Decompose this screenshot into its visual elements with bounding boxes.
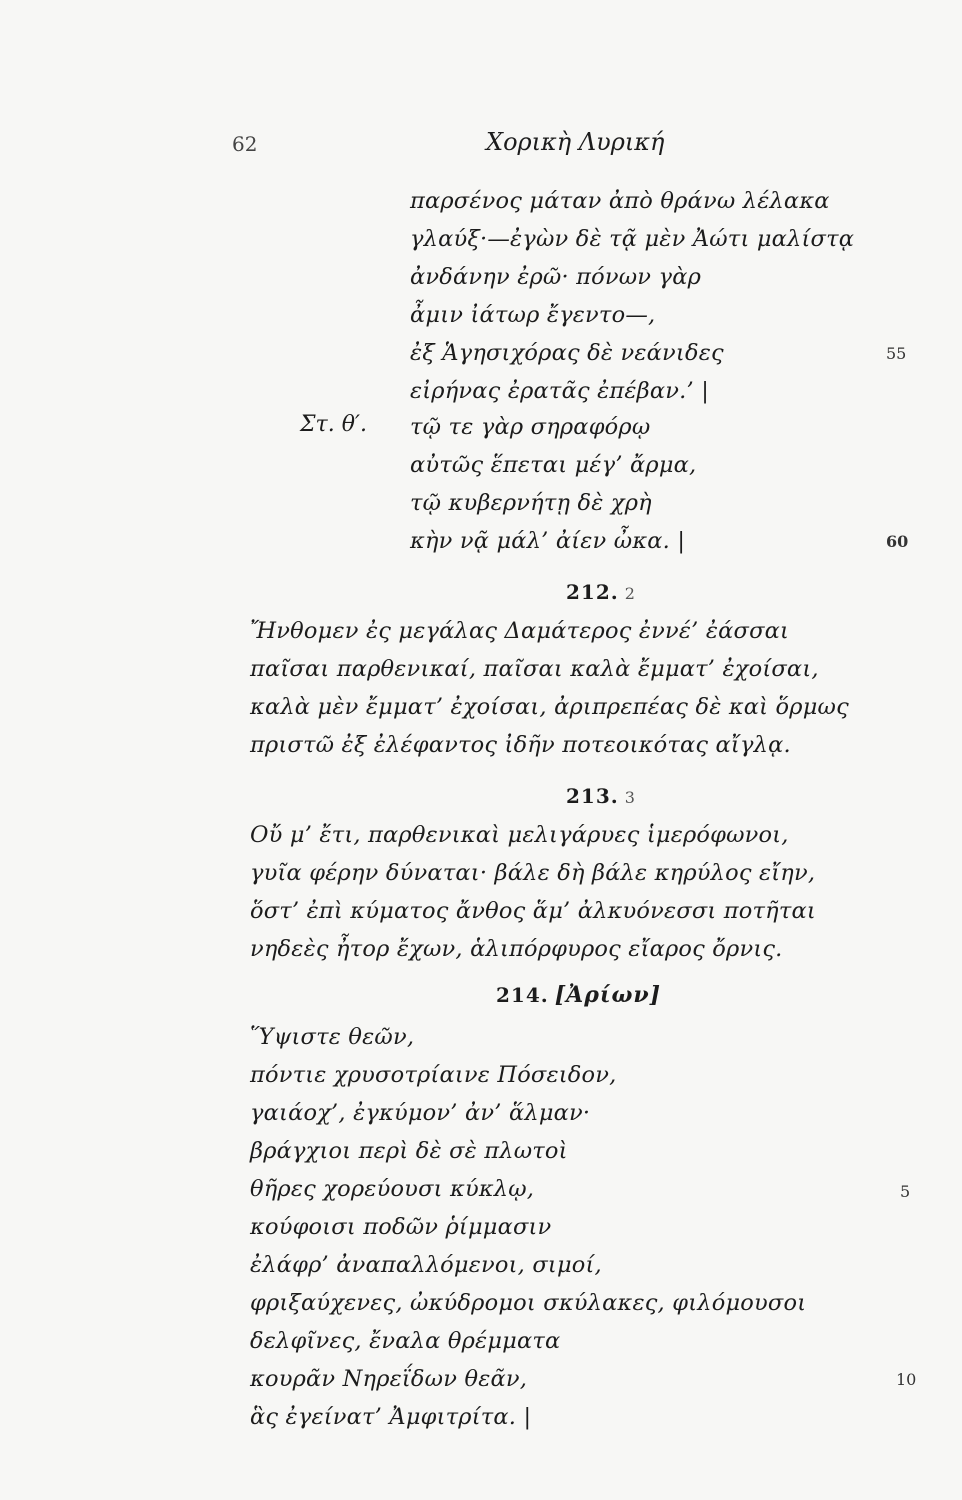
verse-line: κουρᾶν Νηρεΐδων θεᾶν, <box>250 1366 528 1392</box>
verse-line: ἐλάφρ’ ἀναπαλλόμενοι, σιμοί, <box>250 1252 602 1278</box>
verse-line: αὐτῶς ἕπεται μέγ’ ἄρμα, <box>410 452 697 478</box>
verse-line: βράγχιοι περὶ δὲ σὲ πλωτοὶ <box>250 1138 568 1164</box>
verse-line: Οὔ μ’ ἔτι, παρθενικαὶ μελιγάρυες ἱμερόφωνοι, <box>250 822 789 848</box>
running-title: Χορικὴ Λυρική <box>486 128 665 156</box>
verse-line: γαιάοχ’, ἐγκύμον’ ἀν’ ἅλμαν· <box>250 1100 591 1126</box>
verse-line: ὅστ’ ἐπὶ κύματος ἄνθος ἅμ’ ἀλκυόνεσσι ποτῆται <box>250 898 816 924</box>
verse-line: ἀνδάνην ἐρῶ· πόνων γὰρ <box>410 264 702 290</box>
strophe-label: Στ. θ′. <box>300 412 367 437</box>
section-number-212: 212. 2 <box>566 580 636 604</box>
line-number: 10 <box>896 1370 917 1389</box>
verse-line: ἐξ Ἁγησιχόρας δὲ νεάνιδες <box>410 340 724 366</box>
verse-line: παῖσαι παρθενικαί, παῖσαι καλὰ ἔμματ’ ἐχοίσαι, <box>250 656 819 682</box>
verse-line: τῷ κυβερνήτῃ δὲ χρὴ <box>410 490 652 516</box>
verse-line: παρσένος μάταν ἀπὸ θράνω λέλακα <box>410 188 830 214</box>
line-number: 55 <box>886 344 907 363</box>
verse-line: Ἤνθομεν ἐς μεγάλας Δαμάτερος ἐννέ’ ἐάσσαι <box>250 618 790 644</box>
section-number-213: 213. 3 <box>566 784 636 808</box>
verse-line: τῷ τε γὰρ σηραφόρῳ <box>410 414 651 440</box>
verse-line: ἃς ἐγείνατ’ Ἀμφιτρίτα. | <box>250 1404 532 1430</box>
verse-line: καλὰ μὲν ἔμματ’ ἐχοίσαι, ἀριπρεπέας δὲ καὶ ὅρμως <box>250 694 849 720</box>
verse-line: θῆρες χορεύουσι κύκλῳ, <box>250 1176 535 1202</box>
verse-line: νηδεὲς ἦτορ ἔχων, ἁλιπόρφυρος εἴαρος ὄρνις. <box>250 936 783 962</box>
line-number: 5 <box>900 1182 911 1201</box>
page-number: 62 <box>232 132 258 156</box>
verse-line: πριστῶ ἐξ ἐλέφαντος ἰδῆν ποτεοικότας αἴγλᾳ. <box>250 732 791 758</box>
verse-line: γλαύξ·—ἐγὼν δὲ τᾷ μὲν Ἀώτι μαλίστᾳ <box>410 226 855 252</box>
verse-line: κὴν νᾷ μάλ’ ἀίεν ὦκα. | <box>410 528 686 554</box>
verse-line: ἆμιν ἰάτωρ ἔγεντο—, <box>410 302 656 328</box>
verse-line: Ὕψιστε θεῶν, <box>250 1024 415 1050</box>
verse-line: φριξαύχενες, ὠκύδρομοι σκύλακες, φιλόμουσοι <box>250 1290 807 1316</box>
line-number: 60 <box>886 532 909 551</box>
section-number-214: 214. [Ἀρίων] <box>496 982 662 1008</box>
verse-line: δελφῖνες, ἔναλα θρέμματα <box>250 1328 561 1354</box>
verse-line: γυῖα φέρην δύναται· βάλε δὴ βάλε κηρύλος εἴην, <box>250 860 816 886</box>
verse-line: εἰρήνας ἐρατᾶς ἐπέβαν.’ | <box>410 378 709 404</box>
verse-line: κούφοισι ποδῶν ῥίμμασιν <box>250 1214 552 1240</box>
verse-line: πόντιε χρυσοτρίαινε Πόσειδον, <box>250 1062 617 1088</box>
